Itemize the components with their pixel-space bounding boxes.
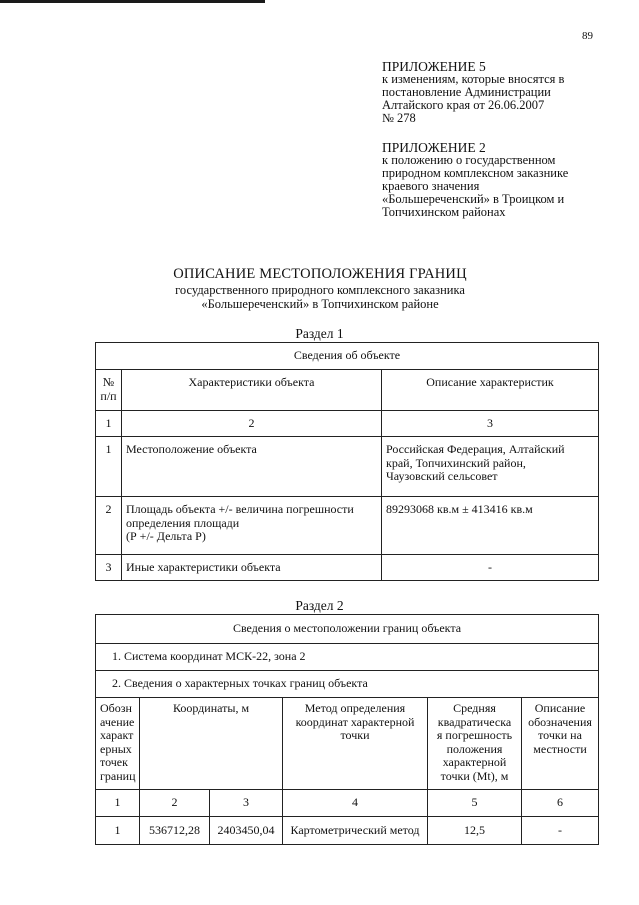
- index-cell: 1: [96, 411, 122, 437]
- table-row: [96, 437, 599, 497]
- appendix-2-line: природном комплексном заказнике: [382, 166, 569, 180]
- scan-edge-bar: [0, 0, 265, 3]
- section-2-column-headers: [96, 698, 599, 790]
- characteristic-line: (Р +/- Дельта Р): [126, 529, 206, 543]
- appendix-5-line: Алтайского края от 26.06.2007: [382, 98, 545, 112]
- col-number-line: п/п: [100, 388, 117, 403]
- coordinate-x: 536712,28: [140, 817, 210, 845]
- col-description-header: Описание характеристик: [382, 370, 599, 411]
- col-number-header: [96, 370, 122, 411]
- index-cell: 2: [122, 411, 382, 437]
- appendix-2-line: Топчихинском районах: [382, 205, 506, 219]
- header-line: характерной: [442, 755, 507, 769]
- section-2-table: [95, 614, 599, 845]
- appendix-2-line: «Большереченский» в Троицком и: [382, 192, 565, 206]
- coordinate-y: 2403450,04: [210, 817, 283, 845]
- header-line: ачение: [100, 714, 135, 729]
- appendix-5-line: к изменениям, которые вносятся в: [382, 72, 565, 86]
- header-line: положения: [446, 741, 503, 756]
- section-1-table: [95, 342, 599, 581]
- mt-value: 12,5: [428, 817, 522, 845]
- row-number: 2: [96, 497, 122, 555]
- subtitle-line-2: «Большереченский» в Топчихинском районе: [201, 296, 439, 311]
- row-characteristic: [122, 497, 382, 555]
- index-cell: 2: [140, 790, 210, 817]
- header-line: Метод определения: [304, 701, 406, 715]
- section-1-header: Сведения об объекте: [96, 343, 599, 370]
- col-characteristic-header: Характеристики объекта: [122, 370, 382, 411]
- page-number: 89: [582, 30, 593, 42]
- index-cell: 4: [283, 790, 428, 817]
- col-description-header: [522, 698, 599, 790]
- row-number: 3: [96, 555, 122, 581]
- row-description: -: [382, 555, 599, 581]
- appendix-5-block: [382, 60, 612, 125]
- header-line: координат характерной: [295, 714, 415, 729]
- header-line: Средняя: [453, 701, 496, 715]
- subtitle-line-1: государственного природного комплексного заказника: [175, 283, 465, 297]
- header-line: Описание: [534, 701, 586, 715]
- header-line: характ: [100, 728, 134, 742]
- row-number: 1: [96, 437, 122, 497]
- characteristic-line: Площадь объекта +/- величина погрешности: [126, 502, 354, 516]
- appendix-5-line: постановление Администрации: [382, 85, 551, 99]
- row-characteristic: Иные характеристики объекта: [122, 555, 382, 581]
- row-description: [382, 437, 599, 497]
- index-cell: 6: [522, 790, 599, 817]
- section-2-label: Раздел 2: [295, 598, 344, 613]
- section-1-column-headers: [96, 370, 599, 411]
- characteristic-line: определения площади: [126, 515, 240, 530]
- table-row: [96, 555, 599, 581]
- table-row: [96, 817, 599, 845]
- appendix-2-heading: ПРИЛОЖЕНИЕ 2: [382, 140, 486, 155]
- header-line: я погрешность: [436, 728, 513, 742]
- col-mt-header: [428, 698, 522, 790]
- index-cell: 5: [428, 790, 522, 817]
- document-subtitle: [60, 284, 580, 311]
- appendix-5-line: № 278: [382, 111, 416, 125]
- appendix-2-line: краевого значения: [382, 179, 480, 193]
- header-line: точки на: [538, 728, 582, 742]
- header-line: границ: [100, 768, 136, 783]
- row-characteristic: Местоположение объекта: [122, 437, 382, 497]
- row-description: 89293068 кв.м ± 413416 кв.м: [382, 497, 599, 555]
- col-method-header: [283, 698, 428, 790]
- header-line: местности: [533, 741, 587, 756]
- header-line: Обозн: [100, 701, 132, 715]
- section-2-index-row: [96, 790, 599, 817]
- col-point-header: [96, 698, 140, 790]
- description-line: Чаузовский сельсовет: [386, 469, 498, 483]
- appendix-5-heading: ПРИЛОЖЕНИЕ 5: [382, 59, 486, 74]
- section-2-header: Сведения о местоположении границ объекта: [96, 615, 599, 644]
- appendix-2-block: [382, 141, 612, 219]
- point-description: -: [522, 817, 599, 845]
- table-row: [96, 497, 599, 555]
- header-line: обозначения: [528, 714, 592, 729]
- section-1-label: Раздел 1: [295, 326, 344, 341]
- col-number-line: №: [102, 375, 115, 389]
- appendix-2-line: к положению о государственном: [382, 153, 556, 167]
- description-line: Российская Федерация, Алтайский: [386, 442, 565, 456]
- header-line: точек: [100, 755, 128, 769]
- col-coordinates-header: Координаты, м: [140, 698, 283, 790]
- header-line: квадратическа: [437, 714, 512, 729]
- header-line: точки: [340, 728, 370, 742]
- document-title: ОПИСАНИЕ МЕСТОПОЛОЖЕНИЯ ГРАНИЦ: [173, 266, 467, 282]
- header-line: ерных: [100, 741, 132, 756]
- points-section-title: 2. Сведения о характерных точках границ объекта: [96, 671, 599, 698]
- header-line: точки (Mt), м: [440, 768, 509, 783]
- coordinate-system: 1. Система координат МСК-22, зона 2: [96, 644, 599, 671]
- index-cell: 1: [96, 790, 140, 817]
- section-1-index-row: [96, 411, 599, 437]
- index-cell: 3: [382, 411, 599, 437]
- point-number: 1: [96, 817, 140, 845]
- description-line: край, Топчихинский район,: [386, 455, 526, 470]
- index-cell: 3: [210, 790, 283, 817]
- method-value: Картометрический метод: [283, 817, 428, 845]
